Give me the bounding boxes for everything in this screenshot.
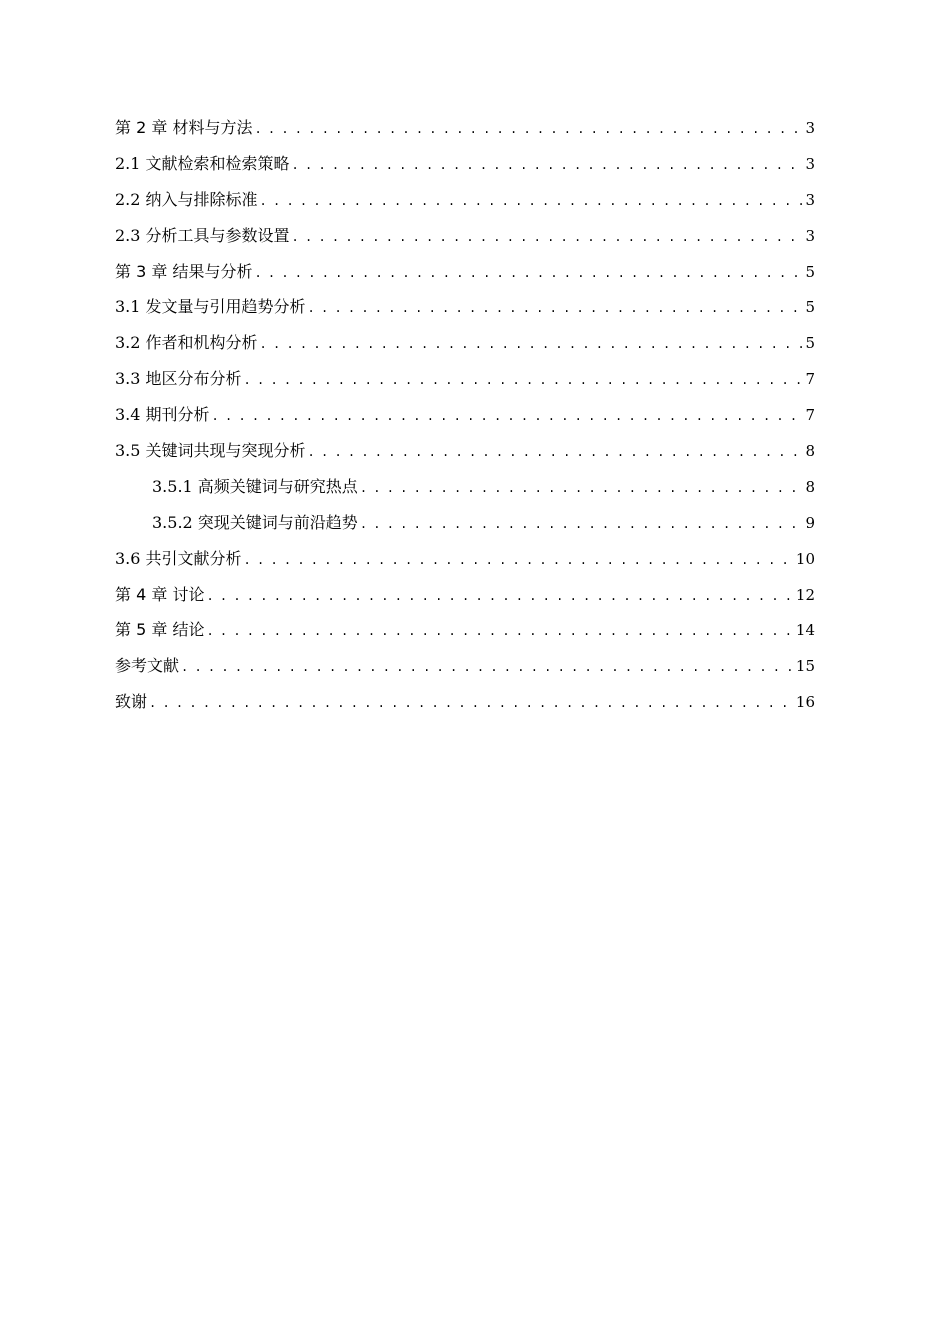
toc-entry-label: 致谢 (115, 692, 148, 712)
toc-dot-leader (308, 291, 804, 327)
toc-entry-label: 第 4 章 讨论 (115, 584, 205, 604)
toc-entry[interactable] (115, 325, 815, 361)
toc-entry[interactable] (115, 218, 815, 254)
toc-entry[interactable] (115, 397, 815, 433)
toc-dot-leader (360, 507, 804, 543)
toc-entry-label: 第 3 章 结果与分析 (115, 261, 253, 281)
toc-entry-page: 7 (805, 406, 815, 425)
toc-entry-label: 2.2 纳入与排除标准 (115, 189, 258, 209)
toc-entry[interactable] (115, 612, 815, 648)
toc-entry-page: 12 (795, 585, 815, 604)
toc-entry[interactable] (115, 110, 815, 146)
toc-entry-label: 3.2 作者和机构分析 (115, 333, 258, 353)
toc-entry-page: 5 (805, 334, 815, 353)
toc-entry-page: 3 (805, 190, 815, 209)
toc-dot-leader (360, 471, 804, 507)
toc-dot-leader (212, 399, 804, 435)
toc-entry-label: 第 2 章 材料与方法 (115, 118, 253, 137)
toc-dot-leader (308, 435, 804, 471)
toc-dot-leader (149, 686, 794, 722)
toc-entry-page: 9 (805, 513, 815, 532)
toc-entry[interactable] (115, 182, 815, 218)
toc-entry[interactable] (115, 577, 815, 613)
toc-entry[interactable] (115, 505, 815, 541)
toc-entry-label: 2.1 文献检索和检索策略 (115, 153, 290, 173)
toc-dot-leader (254, 256, 803, 292)
toc-entry-label: 2.3 分析工具与参数设置 (115, 225, 290, 245)
toc-entry-label: 第 5 章 结论 (115, 620, 205, 640)
toc-entry[interactable] (115, 361, 815, 397)
toc-entry-page: 16 (795, 693, 815, 712)
toc-entry[interactable] (115, 469, 815, 505)
toc-entry-page: 10 (795, 549, 815, 568)
toc-dot-leader (244, 543, 794, 579)
toc-entry-label: 3.5.1 高频关键词与研究热点 (152, 476, 358, 496)
toc-dot-leader (260, 184, 804, 220)
toc-dot-leader (254, 112, 803, 148)
toc-entry[interactable] (115, 541, 815, 577)
toc-entry-label: 3.3 地区分布分析 (115, 369, 242, 389)
toc-dot-leader (206, 579, 793, 615)
toc-entry-page: 8 (805, 477, 815, 496)
table-of-contents (115, 110, 815, 720)
toc-entry-label: 3.6 共引文献分析 (115, 548, 242, 568)
toc-entry-label: 3.5.2 突现关键词与前沿趋势 (152, 512, 358, 532)
toc-dot-leader (206, 614, 793, 650)
toc-entry-page: 8 (805, 442, 815, 461)
toc-entry[interactable] (115, 684, 815, 720)
toc-entry-page: 3 (805, 154, 815, 173)
toc-entry[interactable] (115, 146, 815, 182)
toc-dot-leader (181, 650, 794, 686)
toc-entry-page: 7 (805, 370, 815, 389)
toc-dot-leader (244, 363, 804, 399)
toc-entry-label: 3.5 关键词共现与突现分析 (115, 441, 306, 461)
toc-dot-leader (292, 148, 804, 184)
toc-entry[interactable] (115, 254, 815, 290)
toc-entry[interactable] (115, 648, 815, 684)
toc-entry[interactable] (115, 433, 815, 469)
toc-entry-label: 参考文献 (115, 656, 180, 676)
toc-entry-page: 3 (805, 119, 815, 137)
toc-entry-page: 3 (805, 226, 815, 245)
toc-entry-label: 3.4 期刊分析 (115, 405, 210, 425)
toc-entry-page: 5 (805, 298, 815, 317)
toc-dot-leader (292, 220, 804, 256)
toc-entry[interactable] (115, 289, 815, 325)
toc-entry-page: 14 (795, 621, 815, 640)
toc-entry-page: 15 (795, 657, 815, 676)
toc-dot-leader (260, 327, 804, 363)
toc-entry-page: 5 (805, 262, 815, 281)
toc-entry-label: 3.1 发文量与引用趋势分析 (115, 297, 306, 317)
